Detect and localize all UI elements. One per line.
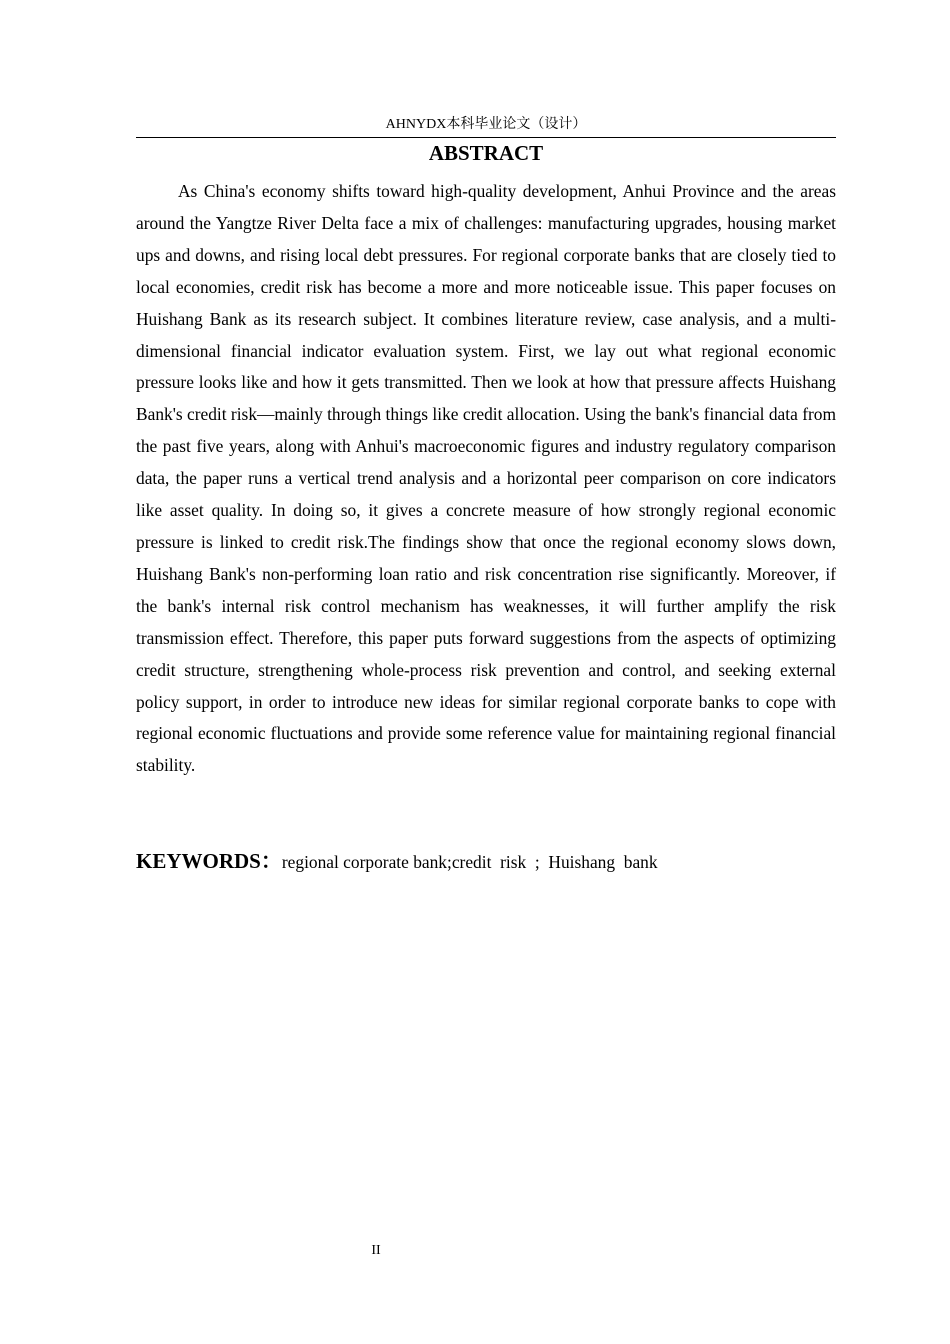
keywords-text: regional corporate bank;credit risk ; Huishang bank — [281, 852, 658, 872]
header-rule — [136, 137, 836, 138]
abstract-body: As China's economy shifts toward high-quality development, Anhui Province and the areas around the Yangtze River Delta face a mix of challenges: manufacturing upgrades, housing market ups and downs, and rising local debt pressures. For regional corporate banks that are closely tied to local economies, credit risk has become a more and more noticeable issue. This paper focuses on Huishang Bank as its research subject. It combines literature review, case analysis, and a multi-dimensional financial indicator evaluation system. First, we lay out what regional economic pressure looks like and how it gets transmitted. Then we look at how that pressure affects Huishang Bank's credit risk—mainly through things like credit allocation. Using the bank's financial data from the past five years, along with Anhui's macroeconomic figures and industry regulatory comparison data, the paper runs a vertical trend analysis and a horizontal peer comparison on core indicators like asset quality. In doing so, it gives a concrete measure of how strongly regional economic pressure is linked to credit risk.The findings show that once the regional economy slows down, Huishang Bank's non-performing loan ratio and risk concentration rise significantly. Moreover, if the bank's internal risk control mechanism has weaknesses, it will further amplify the risk transmission effect. Therefore, this paper puts forward suggestions from the aspects of optimizing credit structure, strengthening whole-process risk prevention and control, and seeking external policy support, in order to introduce new ideas for similar regional corporate banks to cope with regional economic fluctuations and provide some reference value for maintaining regional financial stability. — [136, 181, 836, 776]
page-number: II — [371, 1243, 381, 1258]
running-header: AHNYDX本科毕业论文（设计） — [385, 117, 587, 132]
keywords-line — [136, 846, 836, 879]
keywords-label: KEYWORDS： — [136, 849, 282, 873]
abstract-title: ABSTRACT — [428, 141, 544, 165]
